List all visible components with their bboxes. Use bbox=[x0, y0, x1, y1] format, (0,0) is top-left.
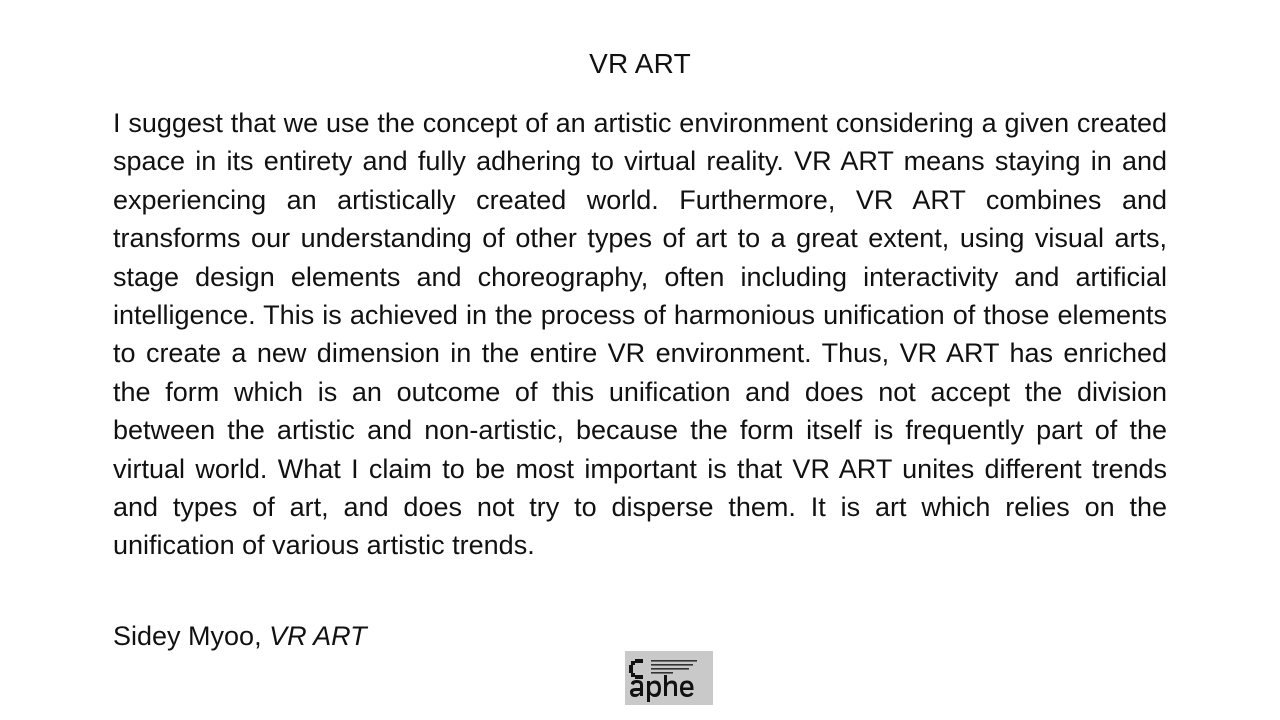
attribution bbox=[113, 617, 367, 655]
attribution-work-title: VR ART bbox=[269, 621, 367, 651]
quote-paragraph: I suggest that we use the concept of an artistic environment considering a given created space in its entirety and fully adhering to virtual reality. VR ART means staying in and experiencing an artistically created world. Furthermore, VR ART combines and transforms our understanding of other types of art to a great extent, using visual arts, stage design elements and choreography, often including interactivity and artificial intelligence. This is achieved in the process of harmonious unification of those elements to create a new dimension in the entire VR environment. Thus, VR ART has enriched the form which is an outcome of this unification and does not accept the division between the artistic and non-artistic, because the form itself is frequently part of the virtual world. What I claim to be most important is that VR ART unites different trends and types of art, and does not try to disperse them. It is art which relies on the unification of various artistic trends. bbox=[113, 108, 1167, 561]
caphe-logo-icon bbox=[625, 651, 713, 705]
caphe-logo bbox=[625, 651, 713, 705]
slide-title: VR ART bbox=[589, 48, 691, 79]
attribution-author: Sidey Myoo, bbox=[113, 621, 270, 651]
